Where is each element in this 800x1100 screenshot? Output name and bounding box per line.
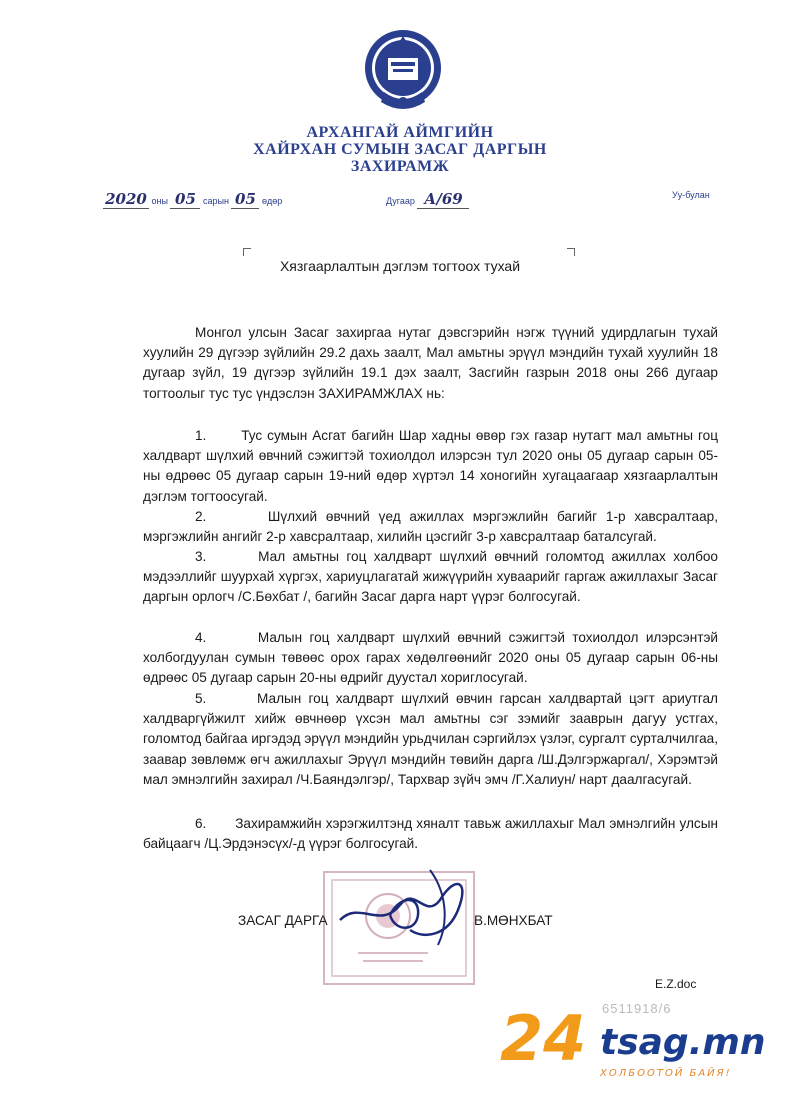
date-line	[103, 190, 282, 209]
preamble-paragraph: Монгол улсын Засаг захиргаа нутаг дэвсгэрийн нэгж түүний удирдлагын тухай хуулийн 29 дүгээр зүйлийн 29.2 дахь заалт, Мал амьтны эрүүл мэндийн тухай хуулийн 18 дугаар зүйл, 19 дүгээр зүйлийн 19.1 дэх заалт, Засгийн газрын 2018 оны 266 дугаар тогтоолыг тус тус үндэслэн ЗАХИРАМЖЛАХ нь:	[143, 325, 718, 401]
title-corner-right	[567, 248, 575, 256]
signatory-name: В.МӨНХБАТ	[474, 913, 553, 928]
date-day: 05	[231, 190, 259, 209]
file-reference: E.Z.doc	[655, 977, 697, 991]
handwritten-signature	[330, 860, 480, 950]
date-month: 05	[170, 190, 200, 209]
date-day-suffix: өдөр	[261, 196, 283, 206]
org-line-1: АРХАНГАЙ АЙМГИЙН	[306, 124, 494, 141]
signatory-position: ЗАСАГ ДАРГА	[238, 913, 328, 928]
state-emblem	[362, 22, 444, 118]
item-5: 5. Малын гоц халдварт шүлхий өвчин гарсан халдвартай цэгт ариутгал халдваргүйжилт хийж өвчнөөр үхсэн мал амьтны сэг зэмийг зааврын дагуу устгах, голомтод байгаа иргэдэд эрүүл мэндийн урьдчилан сэргийлэх үзлэг, сургалт сурталчилгаа, заавар зөвлөмж өгч ажиллахыг Эрүүл мэндийн төвийн дарга /Ш.Дэлгэржаргал/, Хэрэмтэй мал эмнэлгийн захирал /Ч.Баяндэлгэр/, Тархвар зүйч эмч /Г.Халиун/ нарт даалгасугай.	[143, 691, 718, 787]
document-number: А/69	[417, 190, 469, 209]
serial-number: 6511918/6	[602, 1001, 672, 1016]
number-line	[386, 190, 469, 209]
number-label: Дугаар	[386, 196, 415, 206]
logo-site-name: tsag.mn	[600, 1022, 766, 1063]
logo-number: 24	[500, 1002, 587, 1075]
document-type: ЗАХИРАМЖ	[350, 158, 450, 175]
watermark-logo	[500, 1002, 780, 1088]
date-year: 2020	[103, 190, 149, 209]
item-6: 6. Захирамжийн хэрэгжилтэнд хяналт тавьж ажиллахыг Мал эмнэлгийн улсын байцаагч /Ц.Эрдэнэсүх/-д үүрэг болгосугай.	[143, 816, 718, 852]
item-3: 3. Мал амьтны гоц халдварт шүлхий өвчний голомтод ажиллах холбоо мэдээллийг шуурхай хүргэх, хариуцлагатай жижүүрийн хуваарийг гаргаж ажиллахыг Засаг даргын орлогч /С.Бөхбат /, багийн Засаг дарга нарт үүрэг болгосугай.	[143, 549, 718, 605]
org-line-2: ХАЙРХАН СУМЫН ЗАСАГ ДАРГЫН	[253, 141, 547, 158]
place-name: Уу-булан	[672, 190, 710, 200]
logo-tagline: ХОЛБООТОЙ БАЙЯ!	[600, 1068, 732, 1079]
title-corner-left	[243, 248, 251, 256]
item-2: 2. Шүлхий өвчний үед ажиллах мэргэжлийн багийг 1-р хавсралтаар, мэргэжлийн ангийг 2-р хавсралтаар, хилийн цэсгийг 3-р хавсралтаар баталсугай.	[143, 509, 718, 545]
item-4: 4. Малын гоц халдварт шүлхий өвчний сэжигтэй тохиолдол илэрсэнтэй холбогдуулан сумын төвөөс орох гарах хөдөлгөөнийг 2020 оны 05 дугаар сарын 06-ны өдрөөс 05 дугаар сарын 20-ны өдрийг дуустал хориглосугай.	[143, 630, 718, 686]
date-month-suffix: сарын	[203, 196, 229, 206]
item-1: 1. Тус сумын Асгат багийн Шар хадны өвөр гэх газар нутагт мал амьтны гоц халдварт шүлхий өвчний сэжигтэй тохиолдол илэрсэн тул 2020 оны 05 дугаар сарын 05-ны өдрөөс 05 дугаар сарын 19-ний өдөр хүртэл 14 хоногийн хугацаагаар хязгаарлалтын дэглэм тогтоосугай.	[143, 428, 718, 504]
document-title: Хязгаарлалтын дэглэм тогтоох тухай	[279, 258, 521, 274]
date-year-suffix: оны	[151, 196, 168, 206]
